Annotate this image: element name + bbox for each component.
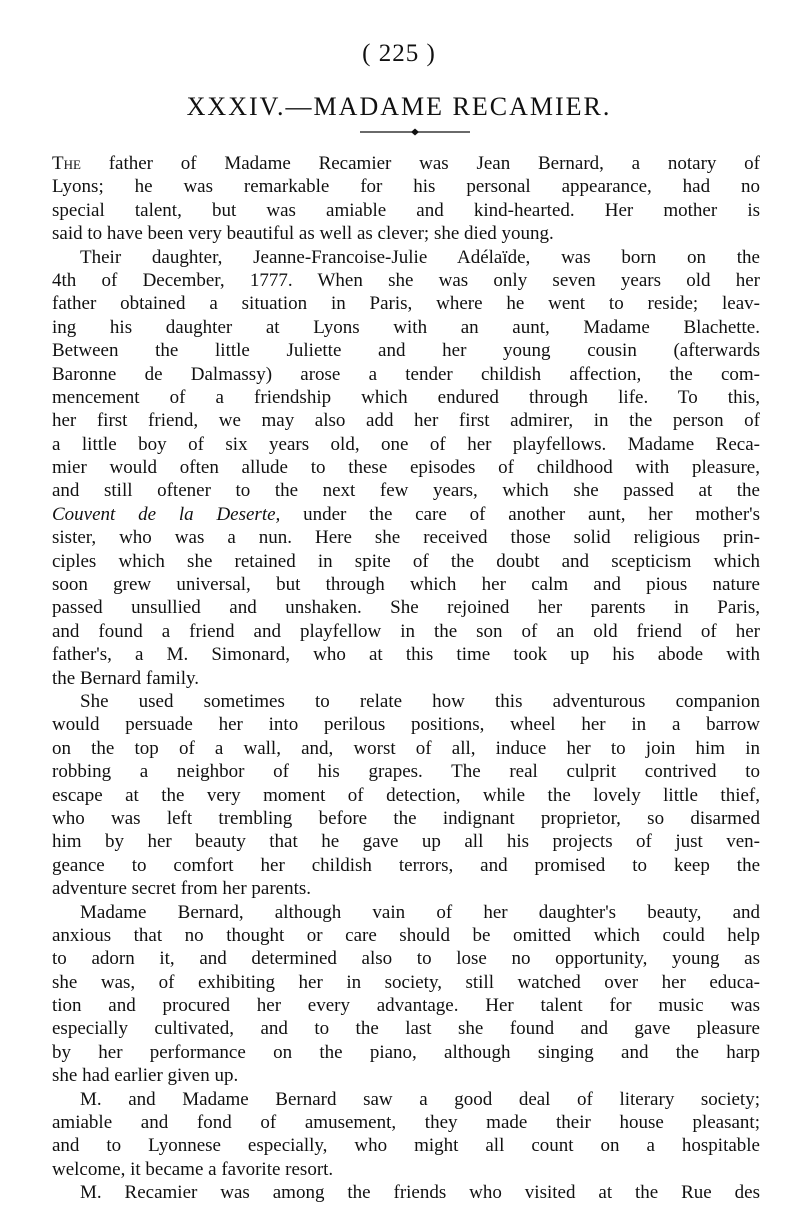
text-line: [52, 363, 760, 386]
page-number: ( 225 ): [362, 40, 436, 67]
line-text: Lyons; he was remarkable for his personal appearance, had no: [52, 176, 760, 198]
text-line: [52, 1017, 760, 1040]
line-text: mier would often allude to these episodes of childhood with pleasure,: [52, 457, 760, 479]
line-text: who was left trembling before the indignant proprietor, so disarmed: [52, 807, 760, 829]
text-line: [52, 901, 760, 924]
line-text: Madame Bernard, although vain of her daughter's beauty, and: [80, 901, 760, 923]
line-text: passed unsullied and unshaken. She rejoined her parents in Paris,: [52, 597, 760, 619]
line-text: father obtained a situation in Paris, where he went to reside; leav-: [52, 293, 760, 315]
line-text: Between the little Juliette and her young cousin (afterwards: [52, 340, 760, 362]
line-text: adventure secret from her parents.: [52, 878, 312, 900]
line-text: and found a friend and playfellow in the son of an old friend of her: [52, 620, 760, 642]
line-text: him by her beauty that he gave up all his projects of just ven-: [52, 831, 760, 853]
text-line: [52, 573, 760, 596]
text-line: [52, 1041, 760, 1064]
text-line: [52, 1088, 760, 1111]
text-line: [52, 246, 760, 269]
line-text: Their daughter, Jeanne-Francoise-Julie Adélaïde, was born on the: [80, 246, 760, 268]
text-line: [52, 386, 760, 409]
text-line: [52, 1134, 760, 1157]
line-text: her first friend, we may also add her first admirer, in the person of: [52, 410, 760, 432]
text-line: [52, 503, 760, 526]
text-line: [52, 971, 760, 994]
line-text: geance to comfort her childish terrors, and promised to keep the: [52, 854, 760, 876]
line-text: father of Madame Recamier was Jean Bernard, a notary of: [80, 153, 760, 174]
line-text: to adorn it, and determined also to lose no opportunity, young as: [52, 948, 760, 970]
text-line: [52, 924, 760, 947]
line-text: robbing a neighbor of his grapes. The real culprit contrived to: [52, 761, 760, 783]
text-line: [52, 596, 760, 619]
text-line: [52, 1181, 760, 1204]
line-text: mencement of a friendship which endured through life. To this,: [52, 386, 760, 408]
line-text: M. Recamier was among the friends who visited at the Rue des: [80, 1182, 760, 1204]
line-text: anxious that no thought or care should be omitted which could help: [52, 924, 760, 946]
line-text: and to Lyonnese especially, who might all count on a hospitable: [52, 1135, 760, 1157]
body-text: [52, 152, 760, 1205]
text-line: [52, 713, 760, 736]
line-text: she was, of exhibiting her in society, still watched over her educa-: [52, 971, 760, 993]
line-text: on the top of a wall, and, worst of all, induce her to join him in: [52, 737, 760, 759]
line-text: father's, a M. Simonard, who at this time took up his abode with: [52, 644, 760, 666]
title-rule-ornament: [360, 127, 470, 137]
text-line: [52, 643, 760, 666]
text-line: [52, 526, 760, 549]
line-text: soon grew universal, but through which her calm and pious nature: [52, 574, 760, 596]
line-text: said to have been very beautiful as well as clever; she died young.: [52, 223, 554, 245]
line-text: especially cultivated, and to the last she found and gave pleasure: [52, 1018, 760, 1040]
line-text: welcome, it became a favorite resort.: [52, 1158, 334, 1180]
text-line: [52, 947, 760, 970]
line-text: ing his daughter at Lyons with an aunt, Madame Blachette.: [52, 316, 760, 338]
text-line: [52, 409, 760, 432]
line-text: she had earlier given up.: [52, 1065, 239, 1087]
line-text: under the care of another aunt, her mother's: [280, 503, 760, 525]
text-line: [52, 222, 760, 245]
line-text: amiable and fond of amusement, they made their house pleasant;: [52, 1112, 760, 1134]
line-text: ciples which she retained in spite of the doubt and scepticism which: [52, 550, 760, 572]
line-text: sister, who was a nun. Here she received those solid religious prin-: [52, 527, 760, 549]
text-line: [52, 667, 760, 690]
text-line: [52, 1158, 760, 1181]
text-line: [52, 269, 760, 292]
text-line: [52, 433, 760, 456]
text-line: [52, 550, 760, 573]
text-line: [52, 175, 760, 198]
line-text: by her performance on the piano, although singing and the harp: [52, 1041, 760, 1063]
text-line: [52, 1064, 760, 1087]
line-text: escape at the very moment of detection, while the lovely little thief,: [52, 784, 760, 806]
text-line: [52, 1111, 760, 1134]
text-line: [52, 339, 760, 362]
line-text: the Bernard family.: [52, 667, 200, 689]
line-text: Baronne de Dalmassy) arose a tender childish affection, the com-: [52, 363, 760, 385]
text-line: [52, 479, 760, 502]
line-text: She used sometimes to relate how this adventurous companion: [80, 690, 760, 712]
text-line: [52, 854, 760, 877]
text-line: [52, 456, 760, 479]
chapter-title: XXXIV.—MADAME RECAMIER.: [186, 92, 612, 121]
line-text: 4th of December, 1777. When she was only seven years old her: [52, 269, 760, 291]
text-line: [52, 690, 760, 713]
text-line: [52, 784, 760, 807]
drop-small-caps: The: [52, 153, 81, 174]
line-text: special talent, but was amiable and kind-hearted. Her mother is: [52, 199, 760, 221]
text-line: [52, 316, 760, 339]
line-text: a little boy of six years old, one of her playfellows. Madame Reca-: [52, 433, 760, 455]
text-line: [52, 737, 760, 760]
text-line: [52, 994, 760, 1017]
italic-phrase: Couvent de la Deserte,: [52, 503, 281, 525]
line-text: would persuade her into perilous positions, wheel her in a barrow: [52, 714, 760, 736]
text-line: [52, 830, 760, 853]
text-line: [52, 199, 760, 222]
line-text: M. and Madame Bernard saw a good deal of literary society;: [80, 1088, 760, 1110]
line-text: tion and procured her every advantage. Her talent for music was: [52, 995, 760, 1017]
text-line: [52, 620, 760, 643]
text-line: [52, 807, 760, 830]
text-line: [52, 760, 760, 783]
text-line: [52, 152, 760, 175]
text-line: [52, 877, 760, 900]
text-line: [52, 292, 760, 315]
line-text: and still oftener to the next few years, which she passed at the: [52, 480, 760, 502]
